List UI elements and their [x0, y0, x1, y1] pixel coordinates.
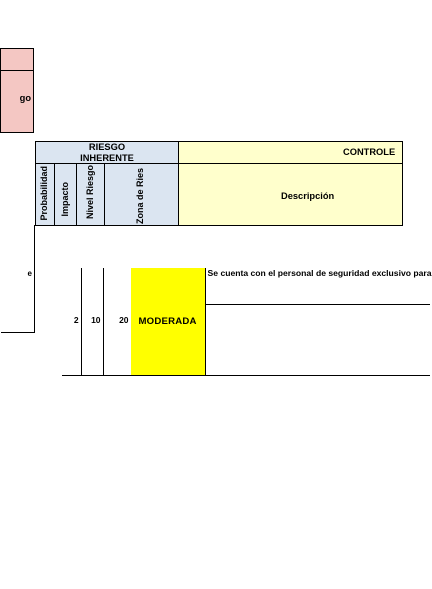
riesgo-inherente-header: RIESGO INHERENTE — [35, 141, 179, 164]
header-left-pink-top — [0, 48, 34, 71]
controles-header: CONTROLE — [178, 141, 403, 164]
col-header-zona-riesgo: Zona de Ries — [104, 163, 179, 226]
controls-cell — [205, 268, 430, 376]
col-header-probabilidad: Probabilidad — [35, 163, 55, 226]
nivel-riesgo-cell: 20 — [103, 268, 132, 376]
header-left-pink — [0, 70, 432, 327]
row-moderada — [1, 225, 432, 333]
control-description: Se cuenta con el personal de seguridad exclusivo para — [205, 268, 430, 305]
impacto-cell: 10 — [81, 268, 104, 376]
left-header-fragment: go RIESGO INHERENTE CONTROLE Probabilidad Impacto Nivel Riesgo Zona de Ries Descripción e 2 10 20 MODERADA Se cuenta con el personal de seguridad exclusivo para — [1, 93, 31, 104]
probabilidad-cell: 2 — [62, 268, 82, 376]
col-header-descripcion: Descripción — [178, 163, 403, 226]
col-header-impacto: Impacto — [54, 163, 77, 226]
left-fragment-cell: e 2 10 20 MODERADA Se cuenta con el personal de seguridad exclusivo para — [1, 225, 35, 333]
zona-riesgo-moderada: MODERADA — [131, 268, 206, 376]
col-header-nivel-riesgo: Nivel Riesgo — [76, 163, 105, 226]
